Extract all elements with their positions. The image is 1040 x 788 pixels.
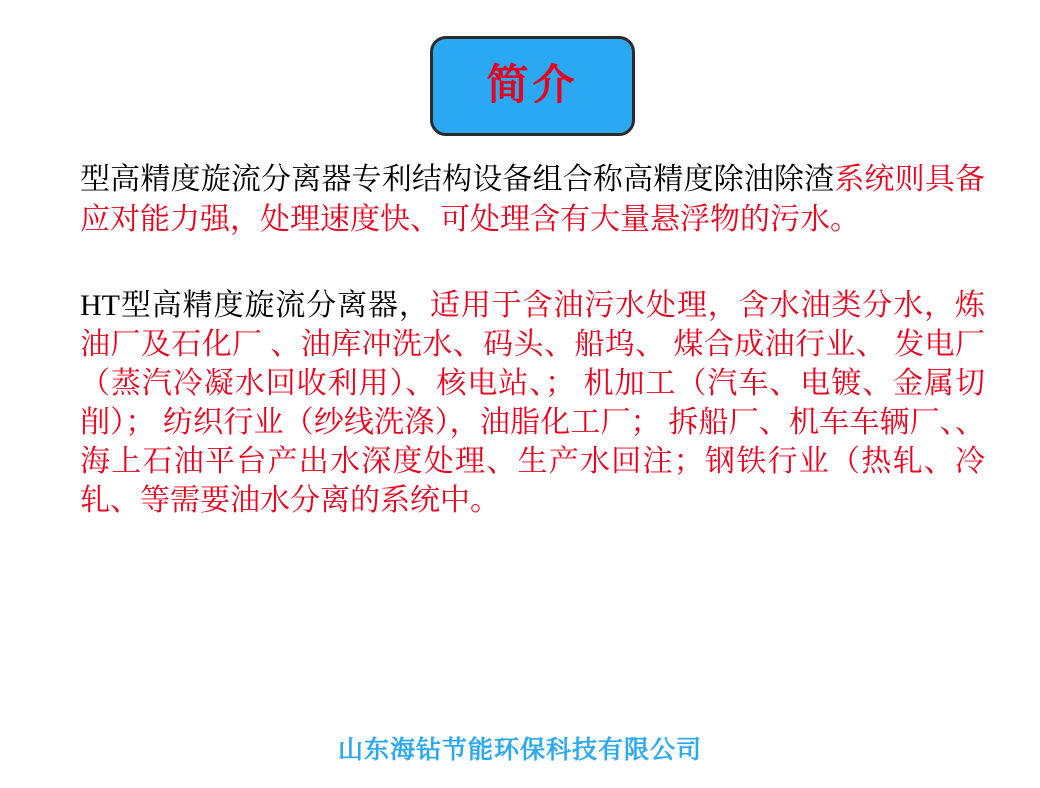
- title-badge: [430, 36, 635, 136]
- paragraph-2: [80, 286, 985, 520]
- paragraph-2-lead: HT型高精度旋流分离器，: [80, 288, 430, 322]
- paragraph-1: [80, 160, 985, 240]
- slide-body: [80, 160, 985, 520]
- paragraph-1-rest: 系统则具备应对能力强，处理速度快、可处理含有大量悬浮物的污水。: [80, 163, 986, 236]
- paragraph-2-rest: 适用于含油污水处理，含水油类分水，炼油厂及石化厂 、油库冲洗水、码头、船坞、 煤合成油行业、 发电厂（蒸汽冷凝水回收利用）、核电站、； 机加工（汽车、电镀、金属切削）； 纺织行业（纱线洗涤），油脂化工厂； 拆船厂、机车车辆厂、、海上石油平台产出水深度处理、生产水回注；钢铁行业（热轧、冷轧、等需要油水分离的系统中。: [80, 288, 985, 517]
- company-name: 山东海钻节能环保科技有限公司: [337, 736, 702, 764]
- slide-footer: [0, 730, 1040, 766]
- slide-title: 简介: [486, 63, 579, 109]
- paragraph-1-lead: 型高精度旋流分离器专利结构设备组合称高精度除油除渣: [80, 163, 835, 196]
